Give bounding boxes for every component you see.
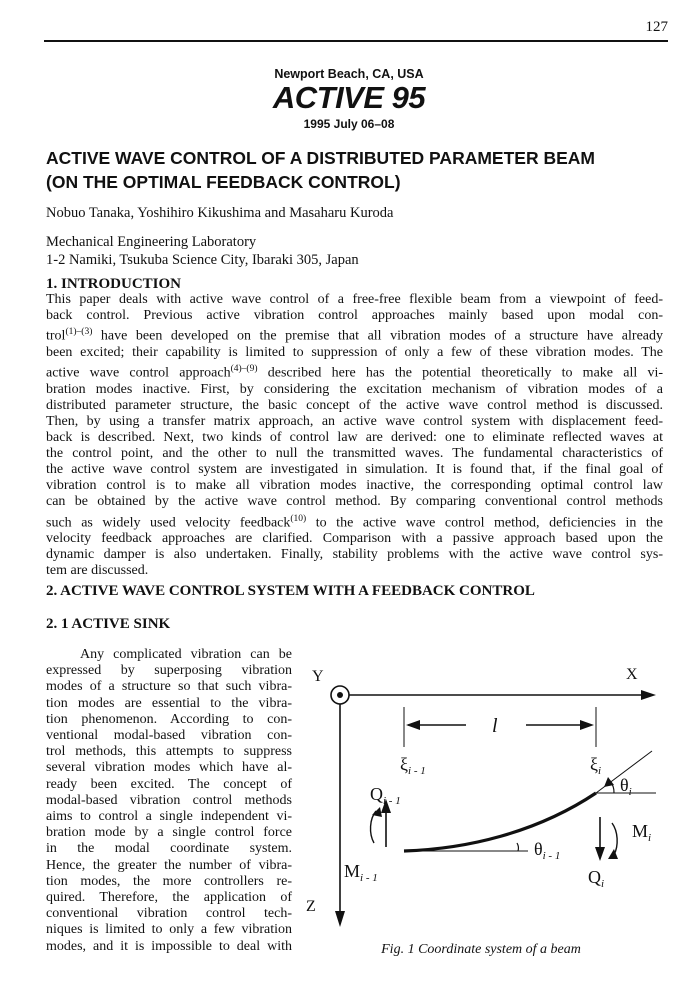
x-axis-arrow <box>641 690 656 700</box>
deflected-beam <box>404 793 596 851</box>
text-line: modal-based vibration control methods <box>46 792 292 808</box>
text-line: vibration control is to make all vibration modes inactive, the corresponding optimal control law <box>46 478 663 494</box>
section-heading-introduction: 1. INTRODUCTION <box>46 276 182 292</box>
theta-prev-label <box>534 839 560 862</box>
theta-i-symbol: θ <box>620 775 629 795</box>
introduction-paragraph <box>46 292 663 580</box>
text-line: the control point, and the other to null the transmitted waves. The fundamental characteristics of <box>46 446 663 462</box>
page-number: 127 <box>645 19 668 35</box>
text-line: Any complicated vibration can be <box>80 647 292 662</box>
paper-title <box>46 146 666 194</box>
paper-title-line-2: (ON THE OPTIMAL FEEDBACK CONTROL) <box>46 172 401 192</box>
text-line: tion modes, the more controllers re- <box>46 873 292 889</box>
text-fragment: to the active wave control method, deficiencies in the <box>306 515 663 531</box>
citation: (1)–(3) <box>65 327 93 338</box>
text-line: conventional vibration control tech- <box>46 906 292 922</box>
conference-venue: Newport Beach, CA, USA <box>274 67 424 81</box>
text-line: niques is limited to only a few vibration <box>46 922 292 938</box>
q-i-label <box>588 867 604 890</box>
citation: (4)–(9) <box>230 364 258 375</box>
text-line: been excited; their capability is limited to suppression of only a few of these vibration modes. The <box>46 344 663 360</box>
origin-dot <box>337 692 343 698</box>
xi-i-subscript: i <box>598 765 602 777</box>
theta-prev-arc <box>517 843 518 851</box>
text-line: distributed parameter structure, the basic concept of the active wave control method is discussed. <box>46 397 663 413</box>
paper-title-line-1: ACTIVE WAVE CONTROL OF A DISTRIBUTED PARAMETER BEAM <box>46 148 595 168</box>
q-prev-symbol: Q <box>370 784 383 804</box>
text-line: tion modes are essential to the vibra- <box>46 695 292 711</box>
xi-prev-subscript: i - 1 <box>408 765 426 777</box>
text-line: modes, and it is impossible to deal with <box>46 938 292 954</box>
authors: Nobuo Tanaka, Yoshihiro Kikushima and Masaharu Kuroda <box>46 205 394 221</box>
text-line: bration mode by a single control force <box>46 825 292 841</box>
m-prev-symbol: M <box>344 861 361 881</box>
q-prev-label <box>370 784 401 807</box>
q-i-subscript: i <box>601 878 605 890</box>
m-prev-label <box>344 861 378 884</box>
text-line <box>46 511 663 532</box>
z-axis-label: Z <box>306 898 316 915</box>
element-length-label: l <box>492 715 498 737</box>
text-line: ready been excited. The concept of <box>46 776 292 792</box>
q-i-symbol: Q <box>588 867 601 887</box>
theta-i-label <box>620 775 632 798</box>
y-axis-label: Y <box>312 668 324 685</box>
theta-prev-symbol: θ <box>534 839 543 859</box>
xi-prev-label <box>400 754 426 777</box>
text-line: Then, by using a transfer matrix approach, an active wave control system with displacement feed- <box>46 413 663 429</box>
affiliation-line-2: 1-2 Namiki, Tsukuba Science City, Ibaraki 305, Japan <box>46 252 359 268</box>
m-i-subscript: i <box>648 832 652 844</box>
text-line: ventional modal-based vibration con- <box>46 728 292 744</box>
citation: (10) <box>290 513 307 524</box>
theta-i-subscript: i <box>628 786 632 798</box>
m-i-symbol: M <box>632 821 649 841</box>
m-prev-moment-arc <box>371 811 376 843</box>
text-line: aims to control a single independent vi- <box>46 809 292 825</box>
text-fragment: trol <box>46 328 66 344</box>
text-line: back is described. Next, two kinds of control law are derived: one to eliminate reflected waves at <box>46 430 663 446</box>
active-sink-paragraph <box>46 647 292 955</box>
affiliation-line-1: Mechanical Engineering Laboratory <box>46 234 257 250</box>
xi-i-symbol: ξ <box>590 754 599 774</box>
text-line: This paper deals with active wave control of a free-free flexible beam from a viewpoint of feed- <box>46 292 663 307</box>
text-fragment: have been developed on the premise that all vibration modes of a structure have already <box>92 328 663 344</box>
q-prev-subscript: i - 1 <box>383 795 401 807</box>
figure-caption: Fig. 1 Coordinate system of a beam <box>381 942 581 957</box>
text-line: modes of a structure so that such vibra- <box>46 679 292 695</box>
text-line: the active wave control system are investigated in simulation. It is found that, if the final goal of <box>46 462 663 478</box>
theta-prev-subscript: i - 1 <box>542 850 561 862</box>
m-i-moment-arc <box>612 823 617 855</box>
text-line: bration modes inactive. First, by considering the excitation mechanism of vibration modes of a <box>46 381 663 397</box>
text-line: tion phenomenon. According to con- <box>46 711 292 727</box>
length-arrowhead-left <box>406 720 420 730</box>
text-line: trol methods, this attempts to suppress <box>46 744 292 760</box>
z-axis-arrow <box>335 911 345 927</box>
text-fragment: such as widely used velocity feedback <box>46 515 291 531</box>
section-heading-2-1: 2. 1 ACTIVE SINK <box>46 616 171 632</box>
text-line: Hence, the greater the number of vibra- <box>46 857 292 873</box>
x-axis-label: X <box>626 666 638 683</box>
text-line: expressed by superposing vibration <box>46 663 292 679</box>
conference-date: 1995 July 06–08 <box>303 117 395 131</box>
xi-i-label <box>590 754 601 777</box>
section-heading-2: 2. ACTIVE WAVE CONTROL SYSTEM WITH A FEEDBACK CONTROL <box>46 583 535 599</box>
m-prev-subscript: i - 1 <box>360 872 378 884</box>
text-fragment: active wave control approach <box>46 365 231 381</box>
xi-prev-symbol: ξ <box>400 754 409 774</box>
m-i-label <box>632 821 651 844</box>
conference-name: ACTIVE 95 <box>272 80 426 115</box>
text-line: in the modal coordinate system. <box>46 841 292 857</box>
header-rule <box>44 40 668 42</box>
q-i-arrowhead <box>595 847 605 861</box>
text-line <box>46 324 663 345</box>
beam-coordinate-figure <box>296 655 666 945</box>
text-line: velocity feedback approaches are clarified. Comparison with a passive approach based upon the <box>46 531 663 547</box>
text-line: several vibration modes which have al- <box>46 760 292 776</box>
text-line: dynamic damper is also undertaken. Finally, stability problems with the active wave control sys- <box>46 547 663 563</box>
text-line: back control. Previous active vibration control approaches mainly based upon modal con- <box>46 308 663 324</box>
length-arrowhead-right <box>580 720 594 730</box>
text-fragment: described here has the potential theoretically to make all vi- <box>257 365 664 381</box>
text-line <box>46 361 663 382</box>
text-line: tem are discussed. <box>46 563 149 579</box>
text-line: can be obtained by the active wave control method. By comparing conventional control methods <box>46 494 663 510</box>
affiliation <box>46 233 359 269</box>
text-line: quired. Therefore, the application of <box>46 890 292 906</box>
